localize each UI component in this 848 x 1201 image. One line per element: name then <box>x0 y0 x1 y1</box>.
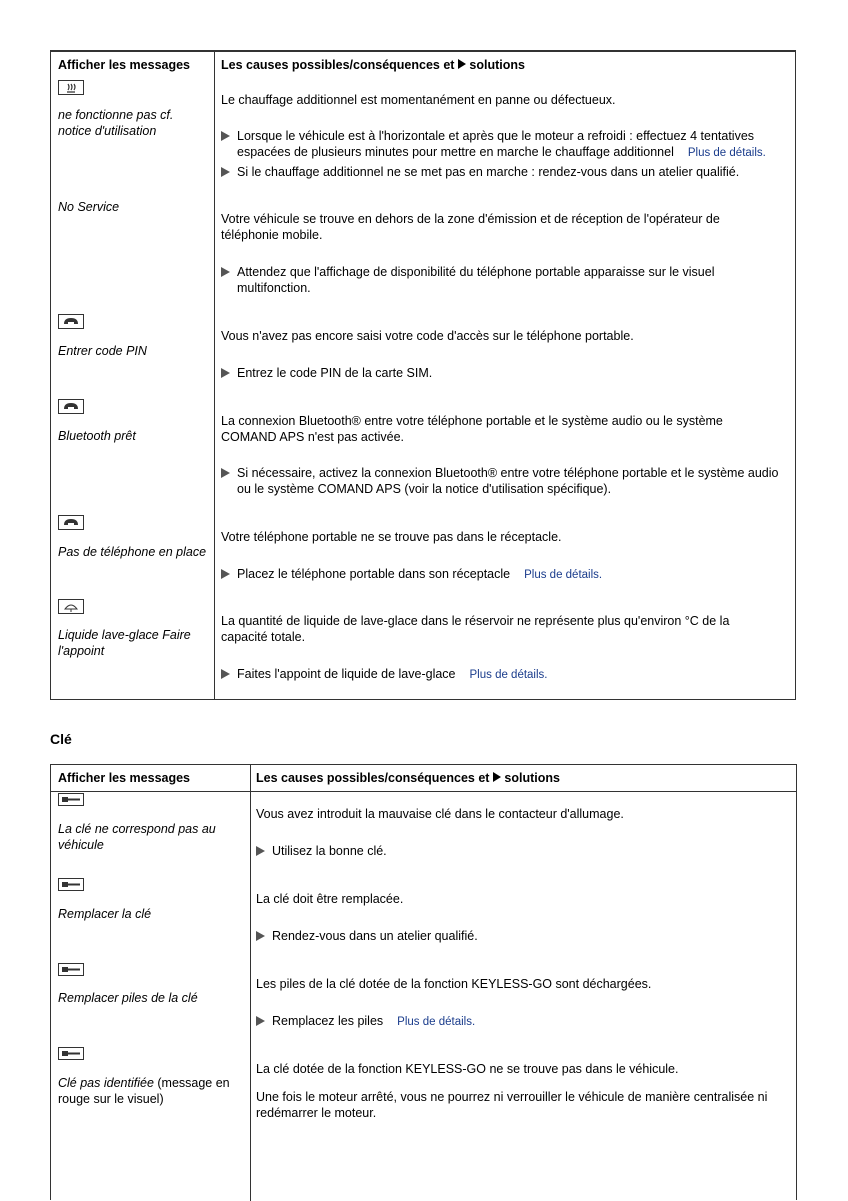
bullet-triangle-icon <box>221 167 230 177</box>
bullet-triangle-icon <box>221 468 230 478</box>
solution-item: Lorsque le véhicule est à l'horizontale et après que le moteur a refroidi : effectuez 4 tentatives espacées de plusieurs minutes pour mettre en marche le chauffage additionnel Plus de détails. <box>221 128 797 161</box>
message-no-phone: Pas de téléphone en place <box>58 545 207 559</box>
header-divider <box>51 791 796 792</box>
key-icon <box>58 878 84 891</box>
message-bluetooth-ready: Bluetooth prêt <box>58 429 136 443</box>
key-icon <box>58 1047 84 1060</box>
solution-item: Faites l'appoint de liquide de lave-glace Plus de détails. <box>221 666 797 683</box>
message-heater-fault: ne fonctionne pas cf. notice d'utilisation <box>58 108 174 138</box>
cause-text: Les piles de la clé dotée de la fonction KEYLESS-GO sont déchargées. <box>256 977 652 991</box>
cause-text: La clé dotée de la fonction KEYLESS-GO ne se trouve pas dans le véhicule. <box>256 1062 679 1076</box>
cause-text: Votre véhicule se trouve en dehors de la zone d'émission et de réception de l'opérateur de téléphonie mobile. <box>221 212 720 242</box>
more-details-link[interactable]: Plus de détails. <box>524 569 603 581</box>
bullet-triangle-icon <box>256 1016 265 1026</box>
telephone-icon <box>58 314 84 329</box>
row-divider <box>51 51 795 52</box>
triangle-icon <box>458 59 466 69</box>
solution-item: Entrez le code PIN de la carte SIM. <box>221 365 797 381</box>
solution-item: Placez le téléphone portable dans son réceptacle Plus de détails. <box>221 566 797 583</box>
message-key-not-identified: Clé pas identifiée (message en rouge sur le visuel) <box>58 1076 230 1106</box>
col-header-causes: Les causes possibles/conséquences et solutions <box>221 58 525 72</box>
bullet-triangle-icon <box>221 131 230 141</box>
column-divider <box>250 765 251 1201</box>
bullet-triangle-icon <box>256 931 265 941</box>
message-replace-key: Remplacer la clé <box>58 907 152 921</box>
bullet-triangle-icon <box>221 669 230 679</box>
col-header-causes: Les causes possibles/conséquences et solutions <box>256 771 560 785</box>
message-replace-batteries: Remplacer piles de la clé <box>58 991 198 1005</box>
solution-item: Si nécessaire, activez la connexion Bluetooth® entre votre téléphone portable et le système audio ou le système COMAND APS (voir la notice d'utilisation spécifique). <box>221 465 787 497</box>
message-no-service: No Service <box>58 200 120 214</box>
col-header-messages: Afficher les messages <box>58 771 191 785</box>
column-divider <box>214 51 215 699</box>
cause-text: Le chauffage additionnel est momentanément en panne ou défectueux. <box>221 93 616 107</box>
cause-text: La clé doit être remplacée. <box>256 892 404 906</box>
message-wrong-key: La clé ne correspond pas au véhicule <box>58 822 216 852</box>
cause-text-2: Une fois le moteur arrêté, vous ne pourrez ni verrouiller le véhicule de manière centralisée ni redémarrer le moteur. <box>256 1090 768 1120</box>
more-details-link[interactable]: Plus de détails. <box>687 147 766 159</box>
more-details-link[interactable]: Plus de détails. <box>469 669 548 681</box>
message-washer-fluid: Liquide lave-glace Faire l'appoint <box>58 628 191 658</box>
cause-text: Vous avez introduit la mauvaise clé dans le contacteur d'allumage. <box>256 807 624 821</box>
cause-text: La connexion Bluetooth® entre votre téléphone portable et le système audio ou le système COMAND APS n'est pas activée. <box>221 414 723 444</box>
message-enter-pin: Entrer code PIN <box>58 344 147 358</box>
key-icon <box>58 793 84 806</box>
cause-text: La quantité de liquide de lave-glace dans le réservoir ne représente plus qu'environ °C de la capacité totale. <box>221 614 730 644</box>
bullet-triangle-icon <box>221 569 230 579</box>
solution-item: Attendez que l'affichage de disponibilité du téléphone portable apparaisse sur le visuel multifonction. <box>221 264 767 296</box>
washer-fluid-icon <box>58 599 84 614</box>
bullet-triangle-icon <box>221 267 230 277</box>
more-details-link[interactable]: Plus de détails. <box>397 1016 476 1028</box>
solution-item: Remplacez les piles Plus de détails. <box>256 1013 802 1030</box>
col-header-messages: Afficher les messages <box>58 58 191 72</box>
cause-text: Votre téléphone portable ne se trouve pas dans le réceptacle. <box>221 530 562 544</box>
telephone-icon <box>58 515 84 530</box>
bullet-triangle-icon <box>221 368 230 378</box>
triangle-icon <box>493 772 501 782</box>
solution-item: Si le chauffage additionnel ne se met pas en marche : rendez-vous dans un atelier qualifié. <box>221 164 797 180</box>
solution-item: Utilisez la bonne clé. <box>256 843 802 859</box>
solution-item: Rendez-vous dans un atelier qualifié. <box>256 928 802 944</box>
key-icon <box>58 963 84 976</box>
bullet-triangle-icon <box>256 846 265 856</box>
telephone-icon <box>58 399 84 414</box>
auxiliary-heater-icon <box>58 80 84 95</box>
section-title-key: Clé <box>50 731 72 747</box>
cause-text: Vous n'avez pas encore saisi votre code d'accès sur le téléphone portable. <box>221 329 634 343</box>
